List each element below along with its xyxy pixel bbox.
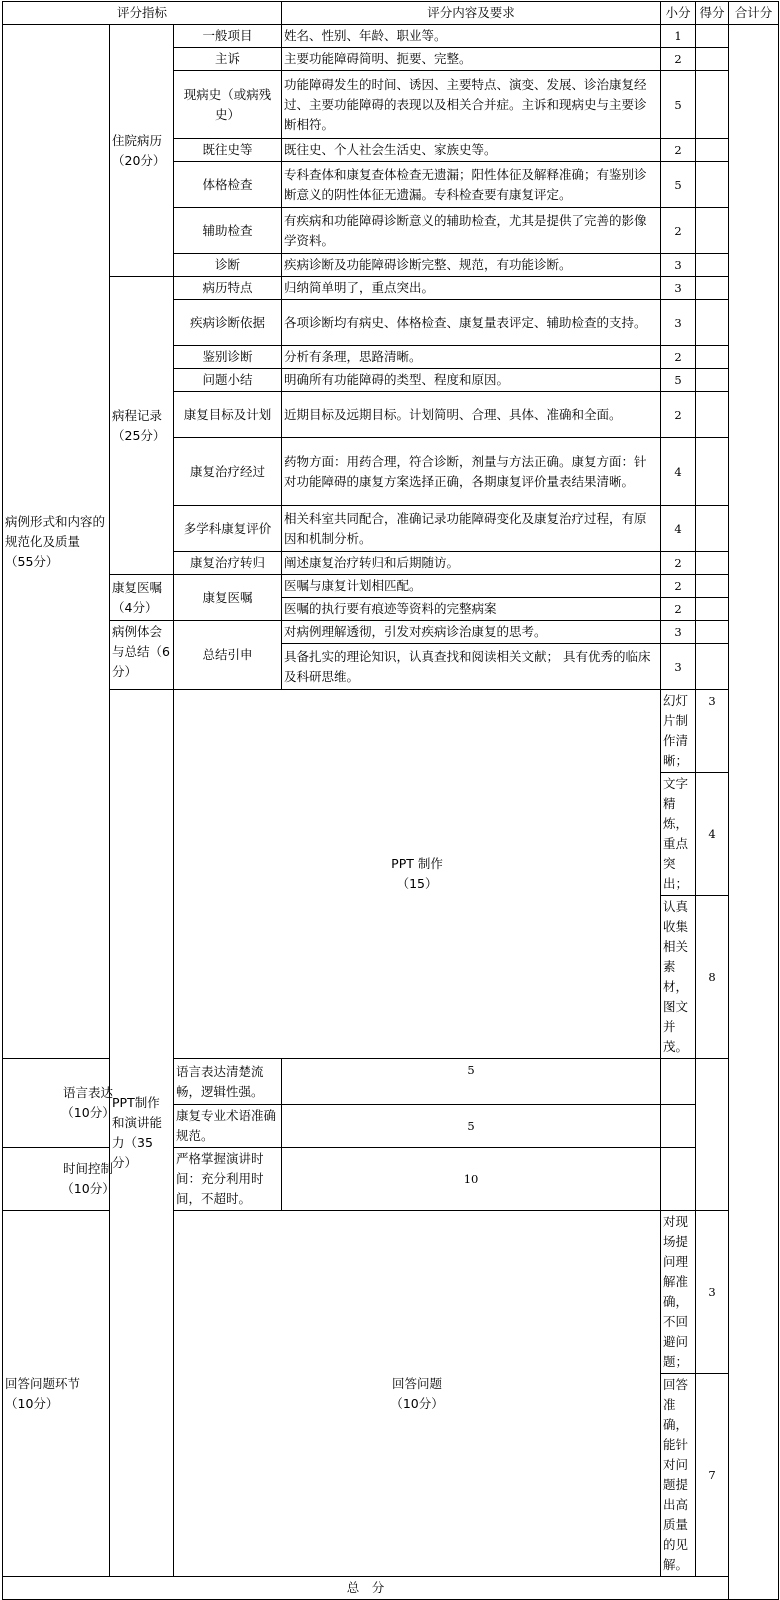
subcategory-orders: 康复医嘱（4分）: [110, 575, 174, 621]
header-content: 评分内容及要求: [282, 2, 661, 25]
subcategory-progress: 病程记录（25分）: [110, 277, 174, 575]
subcategory-qa-title: 回答问题: [392, 1375, 443, 1391]
subcategory-qa-points: （10分）: [390, 1395, 444, 1411]
item-content: 专科查体和康复查体检查无遗漏；阳性体征及解释准确；有鉴别诊断意义的阴性体征无遗漏。专科检查要有康复评定。: [282, 162, 661, 208]
score-cell[interactable]: [696, 346, 729, 369]
score-cell[interactable]: [661, 1059, 696, 1105]
score-cell[interactable]: [696, 506, 729, 552]
item-label: 鉴别诊断: [174, 346, 282, 369]
item-content: 幻灯片制作清晰；: [661, 690, 696, 773]
item-content: 相关科室共同配合，准确记录功能障碍变化及康复治疗过程，有原因和机制分析。: [282, 506, 661, 552]
table-row: [3, 690, 779, 773]
score-cell[interactable]: [696, 621, 729, 644]
category-qa: 回答问题环节（10分）: [3, 1211, 110, 1577]
score-cell[interactable]: [661, 1105, 696, 1148]
header-indicator: 评分指标: [3, 2, 282, 25]
item-content: 语言表达清楚流畅，逻辑性强。: [174, 1059, 282, 1105]
item-points: 2: [661, 575, 696, 598]
item-content: 具备扎实的理论知识，认真查找和阅读相关文献； 具有优秀的临床及科研思维。: [282, 644, 661, 690]
total-cell[interactable]: [729, 25, 779, 1600]
total-label: 总 分: [3, 1577, 729, 1600]
item-label: 康复治疗转归: [174, 552, 282, 575]
score-cell[interactable]: [661, 1148, 696, 1211]
item-points: 8: [696, 896, 729, 1059]
item-label: 体格检查: [174, 162, 282, 208]
score-cell[interactable]: [696, 438, 729, 506]
subcategory-admission: 住院病历（20分）: [110, 25, 174, 277]
item-points: 5: [282, 1105, 661, 1148]
score-cell[interactable]: [696, 208, 729, 254]
item-content: 姓名、性别、年龄、职业等。: [282, 25, 661, 48]
header-total: 合计分: [729, 2, 779, 25]
item-content: 对现场提问理解准确，不回避问题；: [661, 1211, 696, 1374]
item-label: 一般项目: [174, 25, 282, 48]
item-points: 5: [282, 1059, 661, 1105]
total-row: [3, 1577, 779, 1600]
score-cell[interactable]: [696, 598, 729, 621]
item-content: 药物方面：用药合理，符合诊断，剂量与方法正确。康复方面：针对功能障碍的康复方案选择正确，各期康复评价量表结果清晰。: [282, 438, 661, 506]
score-cell[interactable]: [696, 254, 729, 277]
item-points: 10: [282, 1148, 661, 1211]
subcategory-speech-title: 语言表达: [62, 1085, 113, 1100]
item-points: 2: [661, 598, 696, 621]
item-content: 对病例理解透彻，引发对疾病诊治康复的思考。: [282, 621, 661, 644]
scoring-table: [2, 1, 779, 1600]
subcategory-time-title: 时间控制: [62, 1161, 113, 1176]
score-cell[interactable]: [696, 139, 729, 162]
item-content: 功能障碍发生的时间、诱因、主要特点、演变、发展、诊治康复经过、主要功能障碍的表现以及相关合并症。主诉和现病史与主要诊断相符。: [282, 71, 661, 139]
subcategory-time: [3, 1148, 174, 1211]
item-content: 认真收集相关素材，图文并茂。: [661, 896, 696, 1059]
item-points: 3: [696, 690, 729, 773]
item-points: 4: [661, 506, 696, 552]
item-content: 明确所有功能障碍的类型、程度和原因。: [282, 369, 661, 392]
table-row: [3, 25, 779, 48]
item-points: 2: [661, 48, 696, 71]
item-content: 康复专业术语准确规范。: [174, 1105, 282, 1148]
score-cell[interactable]: [696, 300, 729, 346]
score-cell[interactable]: [696, 644, 729, 690]
score-cell[interactable]: [696, 162, 729, 208]
item-content: 有疾病和功能障碍诊断意义的辅助检查，尤其是提供了完善的影像学资料。: [282, 208, 661, 254]
item-points: 3: [661, 644, 696, 690]
item-points: 2: [661, 392, 696, 438]
item-label: 现病史（或病残史）: [174, 71, 282, 139]
subcategory-qa: [174, 1211, 661, 1577]
table-row: [3, 575, 779, 598]
table-row: [3, 621, 779, 644]
item-label: 主诉: [174, 48, 282, 71]
item-content: 医嘱与康复计划相匹配。: [282, 575, 661, 598]
item-content: 回答准确，能针对问题提出高质量的见解。: [661, 1374, 696, 1577]
header-points: 小分: [661, 2, 696, 25]
item-points: 3: [661, 300, 696, 346]
header-score: 得分: [696, 2, 729, 25]
score-cell[interactable]: [696, 392, 729, 438]
item-points: 2: [661, 208, 696, 254]
header-row: [3, 2, 779, 25]
item-points: 2: [661, 552, 696, 575]
score-cell[interactable]: [696, 277, 729, 300]
score-cell[interactable]: [696, 25, 729, 48]
item-label: 病历特点: [174, 277, 282, 300]
score-cell[interactable]: [696, 71, 729, 139]
score-cell[interactable]: [696, 575, 729, 598]
item-label: 总结引申: [174, 621, 282, 690]
item-label: 康复目标及计划: [174, 392, 282, 438]
item-content: 归纳简单明了，重点突出。: [282, 277, 661, 300]
item-points: 3: [661, 254, 696, 277]
item-points: 7: [696, 1374, 729, 1577]
subcategory-speech-points: （10分）: [61, 1105, 115, 1120]
score-cell[interactable]: [696, 369, 729, 392]
category-case-quality: 病例形式和内容的规范化及质量（55分）: [3, 25, 110, 1059]
item-label: 诊断: [174, 254, 282, 277]
item-points: 2: [661, 139, 696, 162]
item-points: 5: [661, 71, 696, 139]
item-points: 1: [661, 25, 696, 48]
item-content: 分析有条理，思路清晰。: [282, 346, 661, 369]
item-points: 2: [661, 346, 696, 369]
item-content: 疾病诊断及功能障碍诊断完整、规范，有功能诊断。: [282, 254, 661, 277]
item-points: 4: [696, 773, 729, 896]
item-content: 阐述康复治疗转归和后期随访。: [282, 552, 661, 575]
table-row: [3, 277, 779, 300]
item-label: 既往史等: [174, 139, 282, 162]
item-content: 各项诊断均有病史、体格检查、康复量表评定、辅助检查的支持。: [282, 300, 661, 346]
item-content: 医嘱的执行要有痕迹等资料的完整病案: [282, 598, 661, 621]
item-content: 文字精炼，重点突出；: [661, 773, 696, 896]
score-cell[interactable]: [696, 48, 729, 71]
score-cell[interactable]: [696, 552, 729, 575]
subcategory-ppt-title: PPT 制作: [391, 856, 443, 871]
item-content: 既往史、个人社会生活史、家族史等。: [282, 139, 661, 162]
item-points: 4: [661, 438, 696, 506]
subcategory-ppt: [174, 690, 661, 1059]
item-label: 疾病诊断依据: [174, 300, 282, 346]
item-label: 康复治疗经过: [174, 438, 282, 506]
item-content: 主要功能障碍简明、扼要、完整。: [282, 48, 661, 71]
item-points: 5: [661, 162, 696, 208]
subcategory-time-points: （10分）: [61, 1181, 115, 1196]
subcategory-summary: 病例体会与总结（6分）: [110, 621, 174, 690]
item-points: 3: [696, 1211, 729, 1374]
item-label: 辅助检查: [174, 208, 282, 254]
item-content: 近期目标及远期目标。计划简明、合理、具体、准确和全面。: [282, 392, 661, 438]
item-label: 问题小结: [174, 369, 282, 392]
item-label: 多学科康复评价: [174, 506, 282, 552]
item-points: 5: [661, 369, 696, 392]
item-points: 3: [661, 621, 696, 644]
item-content: 严格掌握演讲时间：充分利用时间，不超时。: [174, 1148, 282, 1211]
item-label: 康复医嘱: [174, 575, 282, 621]
subcategory-ppt-points: （15）: [396, 876, 438, 891]
item-points: 3: [661, 277, 696, 300]
category-ppt-speech: PPT制作和演讲能力（35分）: [110, 690, 174, 1577]
